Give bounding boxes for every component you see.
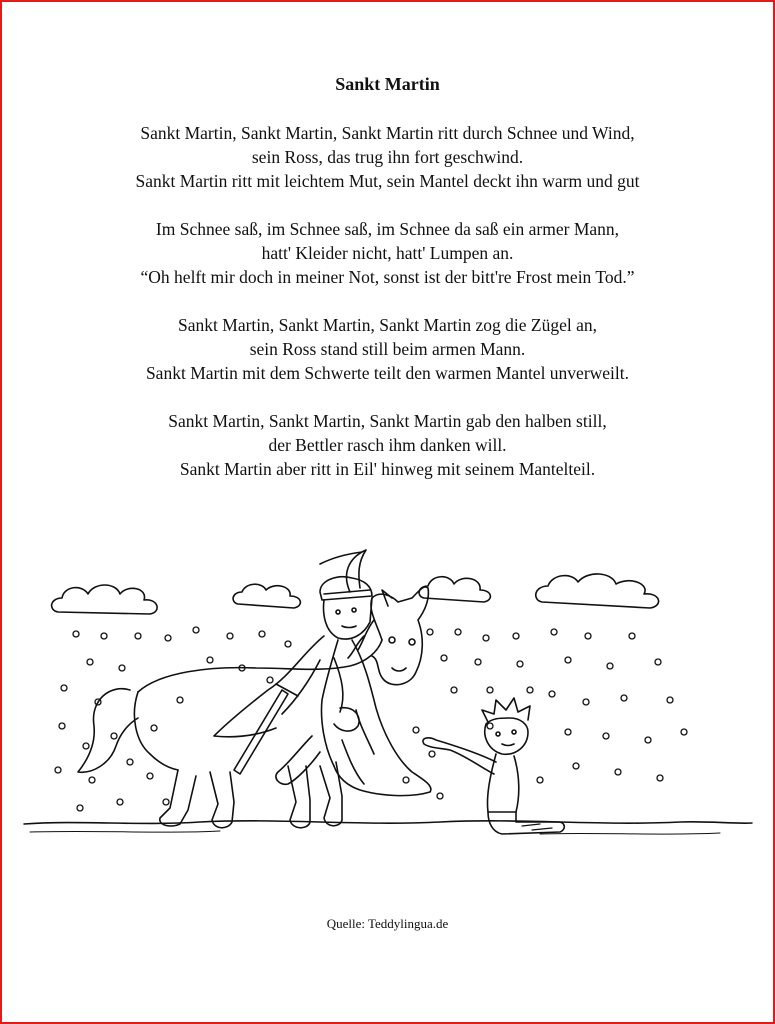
source-credit: Quelle: Teddylingua.de bbox=[326, 916, 449, 931]
poem-line: Im Schnee saß, im Schnee saß, im Schnee da saß ein armer Mann, bbox=[155, 219, 620, 239]
poem-line: Sankt Martin aber ritt in Eil' hinweg mit seinem Mantelteil. bbox=[179, 459, 596, 479]
stanza-3 bbox=[0, 313, 775, 385]
poem-line: sein Ross, das trug ihn fort geschwind. bbox=[251, 147, 524, 167]
poem-line: der Bettler rasch ihm danken will. bbox=[268, 435, 507, 455]
cloud-icon bbox=[536, 574, 659, 608]
poem-line: Sankt Martin ritt mit leichtem Mut, sein Mantel deckt ihn warm und gut bbox=[135, 171, 640, 191]
ground-line bbox=[24, 821, 752, 834]
poem-line: Sankt Martin, Sankt Martin, Sankt Martin ritt durch Schnee und Wind, bbox=[140, 123, 635, 143]
poem-title: Sankt Martin bbox=[335, 74, 440, 94]
stanza-2 bbox=[0, 217, 775, 289]
poem-line: hatt' Kleider nicht, hatt' Lumpen an. bbox=[261, 243, 514, 263]
poem-line: Sankt Martin, Sankt Martin, Sankt Martin gab den halben still, bbox=[168, 411, 607, 431]
poem-line: Sankt Martin, Sankt Martin, Sankt Martin zog die Zügel an, bbox=[178, 315, 597, 335]
poem-body bbox=[0, 121, 775, 505]
saint-martin-illustration bbox=[20, 540, 755, 870]
cloud-icon bbox=[419, 577, 490, 602]
stanza-4 bbox=[0, 409, 775, 481]
stanza-1 bbox=[0, 121, 775, 193]
poem-line: Sankt Martin mit dem Schwerte teilt den warmen Mantel unverweilt. bbox=[145, 363, 630, 383]
poem-line: “Oh helft mir doch in meiner Not, sonst ist der bitt're Frost mein Tod.” bbox=[140, 267, 635, 287]
beggar-figure bbox=[423, 698, 564, 834]
cloud-icon bbox=[233, 584, 300, 608]
cloud-icon bbox=[52, 585, 158, 614]
poem-line: sein Ross stand still beim armen Mann. bbox=[249, 339, 526, 359]
